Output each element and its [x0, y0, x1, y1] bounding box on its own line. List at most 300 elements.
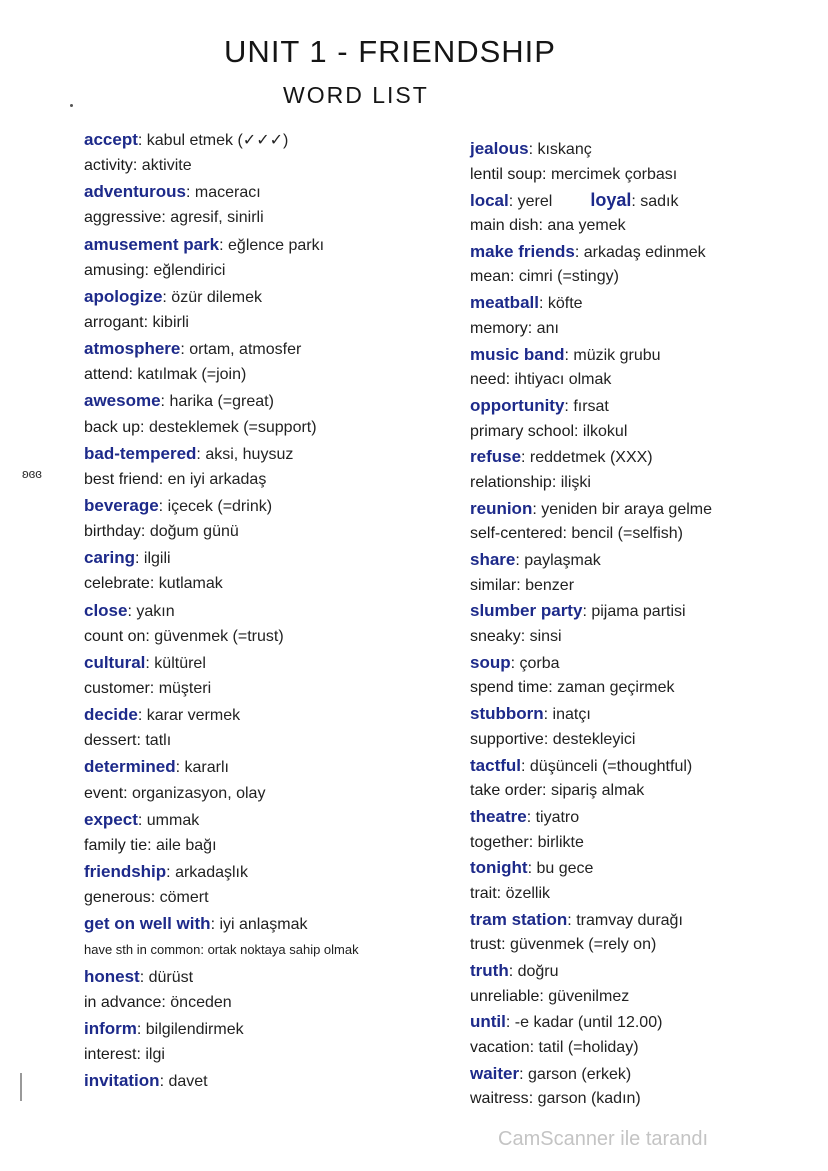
meaning: ortak noktaya sahip olmak	[207, 942, 359, 958]
headword: determined	[84, 757, 176, 777]
meaning: aktivite	[141, 157, 192, 175]
word-entry	[470, 342, 712, 368]
separator: :	[543, 730, 553, 748]
headword: refuse	[470, 447, 522, 467]
meaning: müşteri	[158, 679, 212, 697]
separator: :	[574, 243, 584, 261]
word-entry	[470, 239, 712, 265]
word-list-right-column	[470, 136, 712, 1112]
meaning: özür dilemek	[171, 288, 262, 306]
word-entry	[470, 984, 712, 1010]
meaning: ummak	[146, 811, 200, 829]
meaning: cimri (=stingy)	[518, 268, 619, 286]
headword: primary school	[470, 422, 575, 440]
meaning: tramvay durağı	[576, 911, 683, 929]
separator: :	[127, 602, 137, 620]
headword: take order	[470, 782, 543, 800]
headword: attend	[84, 366, 129, 384]
meaning: inatçı	[552, 706, 591, 724]
separator: :	[542, 782, 551, 800]
headword: jealous	[470, 139, 529, 158]
word-entry	[84, 676, 359, 702]
separator: :	[496, 884, 506, 902]
meaning: yakın	[136, 602, 175, 620]
headword: truth	[470, 961, 509, 980]
headword: music band	[470, 344, 565, 364]
meaning: paylaşmak	[524, 552, 601, 569]
headword: customer	[84, 679, 150, 697]
word-entry	[84, 911, 359, 937]
word-entry	[470, 778, 712, 804]
separator: :	[529, 1039, 539, 1057]
meaning: pijama partisi	[591, 603, 686, 621]
headword: best friend	[84, 470, 159, 488]
headword: awesome	[84, 391, 161, 411]
word-entry	[470, 1086, 712, 1112]
headword: spend time	[470, 679, 549, 697]
separator: :	[538, 295, 548, 313]
headword: friendship	[84, 861, 167, 881]
meaning: eğlence parkı	[228, 236, 325, 254]
word-entry	[470, 1035, 712, 1061]
word-entry	[470, 162, 712, 188]
word-entry	[470, 367, 712, 393]
separator: :	[137, 707, 147, 725]
headword: cultural	[84, 652, 146, 672]
word-entry	[84, 493, 359, 519]
meaning: köfte	[547, 295, 583, 313]
headword: until	[470, 1012, 506, 1032]
headword: have sth in common	[84, 942, 201, 958]
meaning: kararlı	[184, 759, 229, 777]
meaning: güvenmek (=rely on)	[510, 936, 657, 954]
word-entry	[470, 547, 712, 573]
separator: :	[539, 987, 549, 1005]
headword: in advance	[84, 993, 162, 1011]
scanner-watermark: CamScanner ile tarandı	[498, 1128, 709, 1150]
headword: birthday	[84, 523, 141, 541]
headword: local	[470, 191, 509, 211]
meaning: eğlendirici	[153, 261, 226, 279]
meaning: yeniden bir araya gelme	[541, 500, 712, 518]
word-entry	[470, 521, 712, 547]
meaning: tiyatro	[535, 808, 580, 826]
separator: :	[505, 371, 515, 389]
meaning: çorba	[519, 654, 560, 672]
meaning: aksi, huysuz	[205, 445, 294, 463]
margin-line	[20, 1073, 22, 1101]
separator: :	[210, 916, 220, 934]
separator: :	[520, 628, 530, 646]
word-entry	[470, 932, 712, 958]
separator: :	[149, 679, 159, 697]
headword: relationship	[470, 473, 552, 491]
separator: :	[123, 784, 133, 802]
headword: bad-tempered	[84, 443, 197, 463]
separator: :	[137, 132, 147, 149]
meaning: doğru	[517, 963, 559, 980]
separator: :	[521, 449, 530, 467]
word-entry	[84, 1016, 359, 1042]
headword: close	[84, 600, 128, 620]
headword: activity	[84, 157, 133, 175]
separator: :	[562, 525, 572, 543]
separator: :	[567, 911, 577, 929]
headword: make friends	[470, 241, 575, 261]
word-entry	[84, 990, 359, 1016]
meaning: önceden	[170, 993, 232, 1011]
separator: :	[574, 422, 583, 440]
headword: self-centered	[470, 525, 563, 543]
separator: :	[137, 811, 147, 829]
meaning: garson (erkek)	[528, 1065, 632, 1083]
word-entry	[470, 624, 712, 650]
pen-dot	[70, 104, 73, 107]
word-entry	[470, 753, 712, 779]
headword: family tie	[84, 836, 148, 854]
headword: tram station	[470, 909, 568, 929]
separator: :	[135, 550, 144, 568]
headword: need	[470, 371, 506, 389]
word-entry	[84, 467, 359, 493]
separator: :	[158, 497, 168, 515]
separator: :	[161, 209, 171, 227]
word-entry	[470, 727, 712, 753]
word-entry	[470, 1009, 712, 1035]
headword: opportunity	[470, 395, 565, 415]
headword: event	[84, 784, 124, 802]
word-entry	[470, 573, 712, 599]
meaning: benzer	[525, 576, 575, 594]
separator: :	[144, 261, 154, 279]
headword: arrogant	[84, 313, 144, 331]
headword: supportive	[470, 730, 544, 748]
headword: expect	[84, 809, 138, 829]
separator: :	[175, 759, 185, 777]
meaning: bilgilendirmek	[145, 1020, 244, 1038]
headword: vacation	[470, 1039, 530, 1057]
word-entry	[470, 213, 712, 239]
word-entry	[470, 264, 712, 290]
word-entry	[84, 702, 359, 728]
separator: :	[186, 184, 195, 202]
page-subtitle: WORD LIST	[283, 82, 429, 108]
headword: inform	[84, 1018, 137, 1038]
headword: stubborn	[470, 704, 544, 724]
word-entry	[470, 187, 712, 213]
word-entry	[84, 284, 359, 310]
headword: honest	[84, 966, 140, 986]
separator: :	[551, 473, 561, 491]
separator: :	[508, 963, 518, 980]
separator: :	[521, 757, 530, 775]
headword: memory	[470, 319, 528, 337]
word-entry	[84, 205, 359, 231]
meaning: kabul etmek (✓✓✓)	[146, 132, 289, 149]
word-entry	[470, 701, 712, 727]
word-entry	[84, 415, 359, 441]
separator: :	[136, 1045, 146, 1063]
separator: :	[180, 341, 190, 359]
word-entry	[84, 728, 359, 754]
word-entry	[470, 881, 712, 907]
meaning: mercimek çorbası	[550, 165, 678, 183]
word-entry	[470, 598, 712, 624]
meaning: ilgili	[143, 550, 171, 568]
separator: :	[508, 193, 518, 211]
headword: amusement park	[84, 234, 220, 254]
separator: :	[128, 366, 138, 384]
meaning: anı	[536, 319, 559, 337]
headword: share	[470, 550, 516, 569]
meaning: kültürel	[154, 654, 206, 672]
headword: tactful	[470, 755, 521, 775]
word-entry	[84, 598, 359, 624]
headword: unreliable	[470, 987, 540, 1005]
word-entry	[470, 855, 712, 881]
separator: :	[200, 942, 208, 958]
separator: :	[564, 397, 574, 415]
meaning: ihtiyacı olmak	[514, 371, 612, 389]
headword: dessert	[84, 732, 137, 750]
meaning: bu gece	[536, 860, 594, 878]
meaning: düşünceli (=thoughtful)	[529, 757, 693, 775]
separator: :	[510, 654, 520, 672]
meaning: müzik grubu	[573, 346, 661, 364]
meaning: ana yemek	[547, 217, 626, 235]
meaning: ilişki	[560, 473, 591, 491]
word-entry	[84, 127, 359, 153]
word-entry	[470, 393, 712, 419]
word-entry	[84, 388, 359, 414]
separator: :	[136, 732, 146, 750]
word-entry	[470, 1061, 712, 1087]
separator: :	[515, 552, 525, 569]
page-title: UNIT 1 - FRIENDSHIP	[224, 34, 556, 69]
separator: :	[631, 193, 641, 211]
headword: sneaky	[470, 628, 521, 646]
meaning: desteklemek (=support)	[148, 418, 317, 436]
word-entry	[84, 441, 359, 467]
word-entry	[470, 496, 712, 522]
meaning: kutlamak	[158, 575, 223, 593]
separator: :	[149, 575, 159, 593]
meaning: agresif, sinirli	[170, 209, 264, 227]
headword: lentil soup	[470, 165, 543, 183]
word-entry	[470, 290, 712, 316]
meaning: reddetmek (XXX)	[529, 449, 653, 467]
meaning: tatlı	[145, 732, 172, 750]
meaning: ortam, atmosfer	[189, 341, 302, 359]
separator: :	[582, 603, 592, 621]
headword: mean	[470, 268, 511, 286]
word-entry	[470, 650, 712, 676]
word-entry	[470, 444, 712, 470]
meaning: cömert	[159, 889, 209, 907]
word-entry	[470, 804, 712, 830]
separator: :	[527, 860, 537, 878]
headword: trust	[470, 936, 502, 954]
headword: interest	[84, 1045, 137, 1063]
word-entry	[470, 136, 712, 162]
separator: :	[528, 1090, 538, 1108]
headword: count on	[84, 627, 146, 645]
word-entry	[84, 258, 359, 284]
headword: decide	[84, 705, 138, 725]
separator: :	[145, 627, 155, 645]
word-entry	[84, 964, 359, 990]
hearts-doodle-icon: ʚɞɞ	[22, 466, 42, 481]
word-entry	[470, 907, 712, 933]
headword: soup	[470, 652, 511, 672]
word-entry	[84, 833, 359, 859]
meaning: sipariş almak	[550, 782, 645, 800]
headword: tonight	[470, 858, 528, 878]
meaning: karar vermek	[146, 707, 241, 725]
word-entry	[84, 650, 359, 676]
meaning: tatil (=holiday)	[538, 1039, 639, 1057]
headword: generous	[84, 889, 151, 907]
meaning: doğum günü	[149, 523, 239, 541]
separator: :	[136, 1020, 146, 1038]
word-entry	[84, 153, 359, 179]
separator: :	[166, 863, 176, 881]
word-entry	[84, 859, 359, 885]
separator: :	[150, 889, 160, 907]
meaning: yerel	[517, 193, 553, 211]
headword: waiter	[470, 1063, 520, 1083]
separator: :	[161, 993, 171, 1011]
word-entry	[84, 624, 359, 650]
meaning: ilgi	[145, 1045, 165, 1063]
meaning: sadık	[640, 193, 679, 211]
separator: :	[519, 1065, 529, 1083]
headword: get on well with	[84, 914, 211, 934]
meaning: birlikte	[537, 833, 584, 851]
word-entry	[84, 362, 359, 388]
meaning: fırsat	[573, 397, 609, 415]
headword: aggressive	[84, 209, 162, 227]
separator: :	[501, 936, 511, 954]
separator: :	[145, 654, 155, 672]
headword: adventurous	[84, 182, 187, 202]
meaning: davet	[168, 1073, 208, 1091]
word-entry	[470, 316, 712, 342]
headword: apologize	[84, 286, 163, 306]
separator: :	[528, 141, 538, 158]
headword: back up	[84, 418, 141, 436]
headword: accept	[84, 130, 138, 149]
word-list-left-column	[84, 127, 359, 1094]
headword: loyal	[590, 190, 632, 211]
headword: similar	[470, 576, 517, 594]
separator: :	[147, 836, 157, 854]
word-entry	[84, 1068, 359, 1094]
word-entry	[470, 675, 712, 701]
meaning: kıskanç	[537, 141, 592, 158]
separator: :	[140, 523, 150, 541]
meaning: destekleyici	[552, 730, 636, 748]
separator: :	[548, 679, 558, 697]
meaning: dürüst	[148, 968, 194, 986]
word-entry	[84, 545, 359, 571]
separator: :	[132, 157, 142, 175]
word-entry	[84, 781, 359, 807]
meaning: garson (kadın)	[537, 1090, 641, 1108]
separator: :	[516, 576, 526, 594]
meaning: bencil (=selfish)	[571, 525, 683, 543]
word-entry	[84, 1042, 359, 1068]
word-entry	[84, 232, 359, 258]
meaning: güvenilmez	[548, 987, 630, 1005]
meaning: iyi anlaşmak	[219, 916, 308, 934]
headword: slumber party	[470, 601, 583, 621]
word-entry	[84, 519, 359, 545]
separator: :	[196, 445, 206, 463]
word-entry	[84, 310, 359, 336]
word-entry	[84, 336, 359, 362]
separator: :	[219, 236, 229, 254]
word-entry	[470, 830, 712, 856]
separator: :	[510, 268, 519, 286]
word-entry	[84, 571, 359, 597]
meaning: harika (=great)	[169, 393, 274, 411]
headword: meatball	[470, 293, 539, 313]
word-entry	[84, 937, 359, 963]
headword: together	[470, 833, 529, 851]
headword: celebrate	[84, 575, 150, 593]
separator: :	[162, 288, 172, 306]
headword: invitation	[84, 1071, 160, 1091]
meaning: -e kadar (until 12.00)	[514, 1014, 663, 1032]
word-entry	[84, 754, 359, 780]
separator: :	[139, 968, 149, 986]
meaning: zaman geçirmek	[557, 679, 675, 697]
meaning: en iyi arkadaş	[167, 470, 267, 488]
separator: :	[532, 500, 542, 518]
headword: caring	[84, 548, 136, 568]
word-entry	[84, 885, 359, 911]
separator: :	[158, 470, 168, 488]
headword: waitress	[470, 1090, 529, 1108]
headword: beverage	[84, 495, 159, 515]
meaning: arkadaşlık	[175, 863, 248, 881]
headword: trait	[470, 884, 497, 902]
separator: :	[528, 833, 538, 851]
headword: atmosphere	[84, 339, 181, 359]
headword: main dish	[470, 217, 539, 235]
headword: reunion	[470, 498, 533, 518]
meaning: içecek (=drink)	[167, 497, 273, 515]
separator: :	[543, 706, 553, 724]
word-entry	[470, 419, 712, 445]
separator: :	[526, 808, 536, 826]
meaning: organizasyon, olay	[132, 784, 266, 802]
meaning: maceracı	[194, 184, 261, 202]
separator: :	[140, 418, 149, 436]
separator: :	[505, 1014, 515, 1032]
separator: :	[159, 1073, 169, 1091]
separator: :	[564, 346, 574, 364]
meaning: aile bağı	[156, 836, 217, 854]
separator: :	[542, 165, 551, 183]
separator: :	[143, 313, 153, 331]
headword: amusing	[84, 261, 145, 279]
word-entry	[84, 807, 359, 833]
meaning: ilkokul	[582, 422, 628, 440]
meaning: güvenmek (=trust)	[154, 627, 284, 645]
word-entry	[84, 179, 359, 205]
